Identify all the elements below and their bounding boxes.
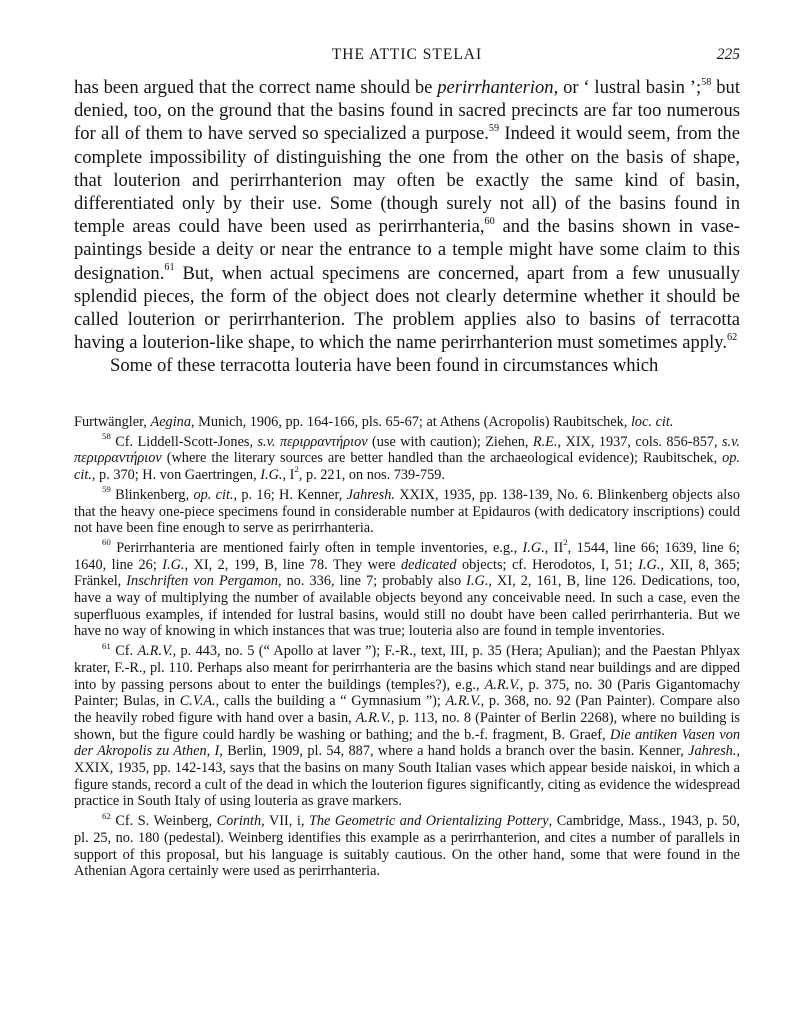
text-run: , p. 375, no. 30 (Paris Gigantomachy Painter; Bulas, in: [74, 676, 740, 710]
text-run: , II: [544, 539, 564, 556]
footnote-ref: 58: [701, 76, 712, 88]
italic-run: I.G.: [638, 556, 661, 573]
text-run: XXIX, 1935, pp. 138-139, No. 6. Blinkenberg objects also that the heavy one-piece specimens found in considerable number at Epidauros (with dedicatory inscriptions) could not have been fine enough to serve as perirrhanteria.: [74, 486, 740, 537]
italic-run: dedicated: [400, 556, 457, 573]
footnote-57-continued: [74, 414, 740, 431]
text-run: and the basins shown in vase-paintings beside a deity or near the entrance to a temple might have some claim to this designation.: [74, 216, 740, 284]
text-run: , Munich, 1906, pp. 164-166, pls. 65-67; at Athens (Acropolis) Raubitschek,: [190, 414, 631, 430]
footnote-ref: 60: [484, 216, 495, 228]
italic-run: I.G.: [522, 539, 545, 556]
footnote-ref: 2: [294, 464, 299, 475]
text-run: , p. 221, on nos. 739-759.: [298, 467, 445, 484]
text-run: , p. 113, no. 8 (Painter of Berlin 2268), where no building is shown, but the figure could hardly be washing or bathing; and the b.-f. fragment, B. Graef,: [74, 709, 740, 743]
italic-run: I.G.: [162, 556, 185, 573]
body-paragraph-2: [74, 354, 740, 377]
italic-run: I.G.: [260, 467, 283, 484]
footnote-ref: 61: [102, 640, 111, 651]
text-run: , Cambridge, Mass., 1943, p. 50, pl. 25, no. 180 (pedestal). Weinberg identifies this example as a perirrhanterion, and cites a number of parallels in support of this proposal, but his language is suitably cautious. On the other hand, some that were found in the Athenian Agora certainly were used as perirrhanteria.: [74, 813, 740, 880]
text-run: (where the literary sources are better handled than the archaeological evidence); Raubitschek,: [161, 450, 723, 467]
italic-run: I.G.: [466, 573, 489, 590]
text-run: has been argued that the correct name should be: [74, 77, 438, 98]
italic-run: A.R.V.: [484, 676, 520, 693]
footnote-60: [74, 537, 741, 640]
text-run: Cf. S. Weinberg,: [110, 813, 217, 830]
text-run: , XIX, 1937, cols. 856-857,: [557, 433, 722, 450]
page-header: [74, 45, 740, 67]
text-run: Furtwängler,: [74, 414, 151, 430]
text-run: (use with caution); Ziehen,: [367, 433, 533, 450]
text-run: , XI, 2, 161, B, line 126. Dedications, too, have a way of multiplying the number of available objects beyond any conceivable need. In such a case, even the superfluous examples, if intended for lustral basins, would still no doubt have been called perirrhanteria. But we have no way of knowing in which instances that was true; louteria also are found in temple inventories.: [74, 573, 740, 640]
italic-run: The Geometric and Orientalizing Pottery: [308, 813, 549, 830]
text-run: , p. 16; H. Kenner,: [233, 486, 347, 503]
italic-run: περιρραντήριον: [279, 433, 368, 450]
text-run: but denied, too, on the ground that the basins found in sacred precincts are far too numerous for all of them to have served so specialized a purpose.: [74, 77, 740, 145]
text-run: Some of these terracotta louteria have been found in circumstances which: [110, 355, 659, 377]
footnote-58: [74, 431, 740, 484]
text-run: , XII, 8, 365; Fränkel,: [74, 556, 740, 590]
italic-run: A.R.V.: [355, 709, 391, 726]
italic-run: Aegina: [150, 414, 191, 430]
running-title: THE ATTIC STELAI: [331, 46, 483, 63]
text-run: , I: [282, 467, 295, 484]
footnote-ref: 59: [488, 123, 500, 135]
body-paragraph-1: [74, 76, 740, 354]
text-run: objects; cf. Herodotos, I, 51;: [456, 556, 639, 573]
footnote-61: [74, 640, 740, 810]
text-run: , calls the building a “ Gymnasium ”);: [215, 693, 446, 710]
italic-run: s.v.: [721, 433, 740, 450]
text-run: , XXIX, 1935, pp. 142-143, says that the basins on many South Italian vases which appear beside naiskoi, in which a figure stands, record a cult of the dead in which the louterion figures significantly, citing as evidence the widespread practice in South Italy of using louteria as grave markers.: [74, 743, 740, 810]
text-run: Blinkenberg,: [110, 486, 194, 503]
footnote-ref: 61: [164, 262, 175, 274]
text-run: , 1544, line 66; 1639, line 6; 1640, line 26;: [74, 539, 741, 573]
text-run: , Berlin, 1909, pl. 54, 887, where a hand holds a branch over the basin. Kenner,: [219, 743, 689, 760]
italic-run: A.R.V.: [445, 693, 481, 710]
text-run: , p. 370; H. von Gaertringen,: [91, 467, 261, 484]
text-run: , no. 336, line 7; probably also: [278, 573, 467, 590]
text-run: , or ‘ lustral basin ’;: [553, 77, 702, 98]
italic-run: Jahresh.: [346, 486, 395, 503]
italic-run: Inschriften von Pergamon: [126, 573, 278, 590]
text-run: Cf.: [110, 643, 138, 660]
italic-run: C.V.A.: [179, 693, 216, 710]
footnotes: [74, 414, 740, 883]
footnote-ref: 59: [102, 484, 111, 495]
italic-run: op. cit.: [74, 450, 740, 484]
italic-run: Die antiken Vasen von der Akropolis zu Athen, I: [74, 726, 740, 760]
italic-run: Corinth: [216, 813, 262, 830]
text-run: Cf. Liddell-Scott-Jones,: [110, 433, 258, 450]
footnote-ref: 2: [563, 537, 568, 548]
italic-run: Jahresh.: [688, 743, 737, 760]
text-run: , VII, i,: [261, 813, 309, 830]
footnote-ref: 62: [727, 332, 738, 344]
page-number: 225: [716, 46, 740, 63]
main-text: [74, 76, 740, 378]
italic-run: A.R.V.: [137, 643, 173, 660]
footnote-ref: 60: [102, 537, 111, 548]
footnote-59: [74, 484, 740, 537]
footnote-62: [74, 810, 740, 880]
italic-run: s.v.: [257, 433, 276, 450]
footnote-ref: 58: [102, 431, 111, 442]
italic-run: loc. cit.: [630, 414, 674, 430]
text-run: , p. 443, no. 5 (“ Apollo at laver ”); F.-R., text, III, p. 35 (Hera; Apulian); and the Paestan Phlyax krater, F.-R., pl. 110. Perhaps also meant for perirrhanteria are the basins which stand near buildings and are dipped into by passing persons about to enter the buildings (temples?), e.g.,: [74, 643, 740, 693]
italic-run: περιρραντήριον: [74, 450, 162, 467]
text-run: , p. 368, no. 92 (Pan Painter). Compare also the heavily robed figure with hand over a basin,: [74, 693, 740, 726]
text-run: But, when actual specimens are concerned, apart from a few unusually splendid pieces, the form of the object does not clearly determine whether it should be called louterion or perirrhanterion. The problem applies also to basins of terracotta having a louterion-like shape, to which the name perirrhanterion must sometimes apply.: [74, 262, 740, 354]
text-run: Perirrhanteria are mentioned fairly often in temple inventories, e.g.,: [110, 539, 523, 556]
footnote-ref: 62: [102, 810, 111, 821]
text-run: , XI, 2, 199, B, line 78. They were: [184, 556, 401, 573]
italic-run: op. cit.: [193, 486, 234, 503]
text-run: Indeed it would seem, from the complete impossibility of distinguishing the one from the other on the basis of shape, that louterion and perirrhanterion may often be exactly the same kind of basin, differentiated only by their use. Some (though surely not all) of the basins found in temple areas could have been used as perirrhanteria,: [74, 123, 740, 238]
italic-run: R.E.: [532, 433, 558, 450]
italic-run: perirrhanterion: [437, 77, 554, 98]
